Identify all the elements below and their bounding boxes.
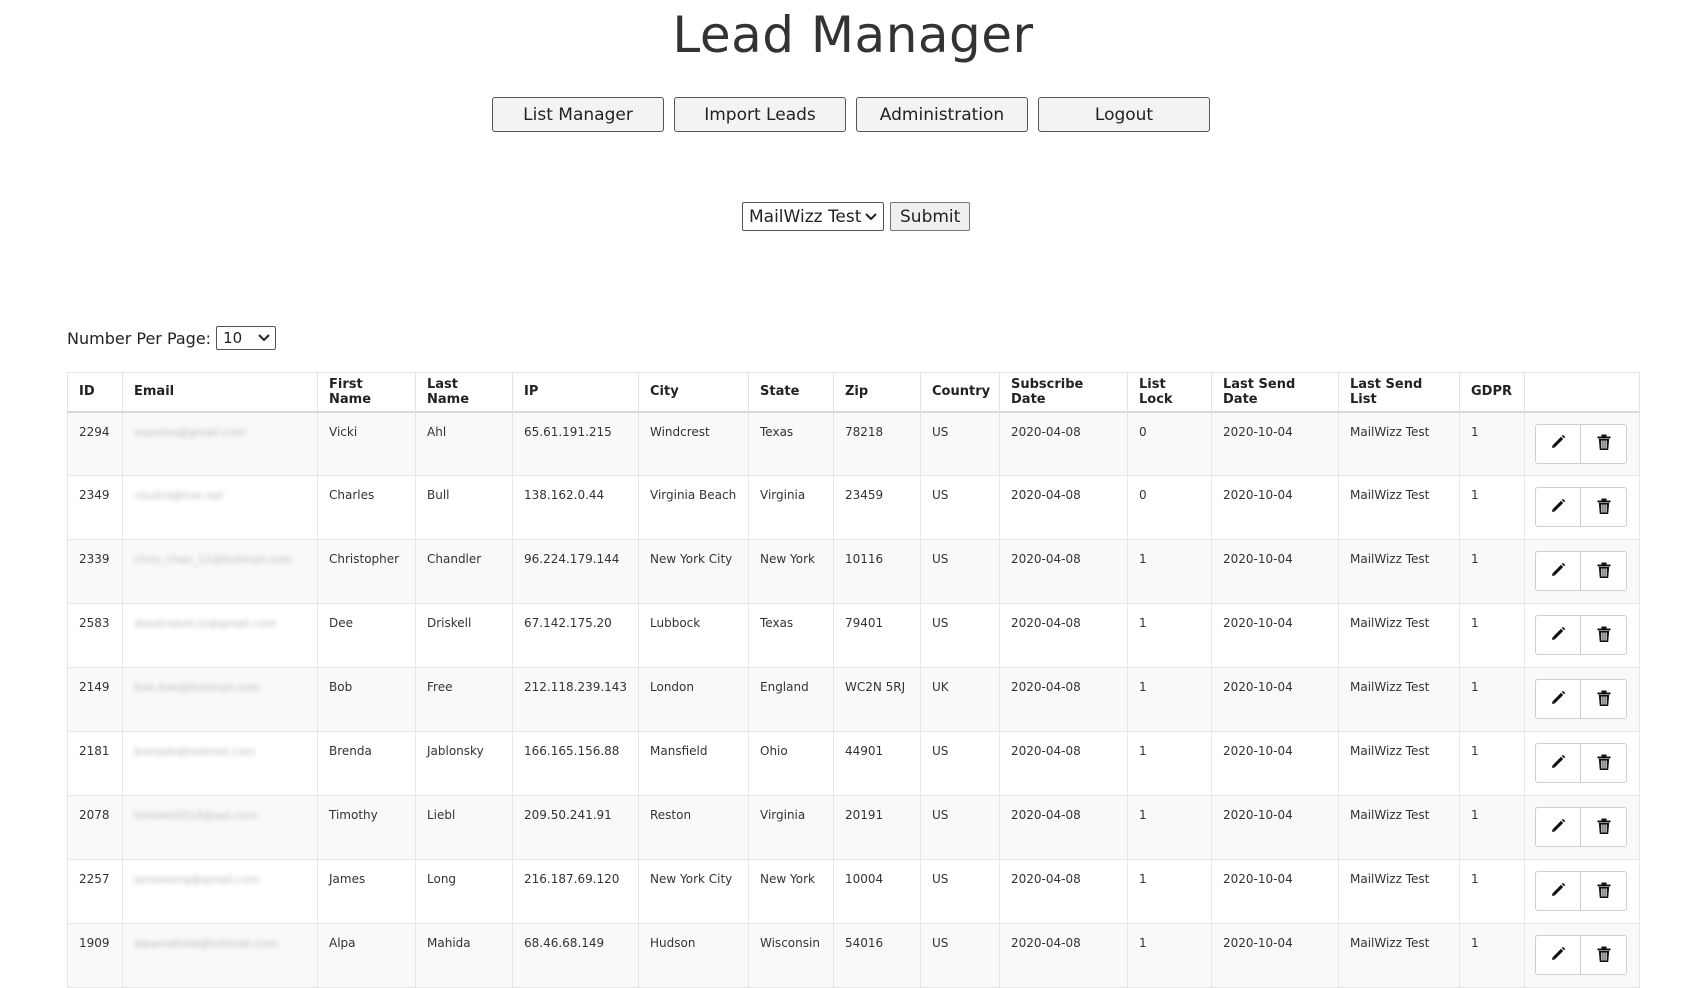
cell-state: Ohio	[749, 732, 834, 796]
cell-last-name: Long	[416, 860, 513, 924]
cell-email	[123, 412, 318, 476]
cell-first-name: Bob	[318, 668, 416, 732]
leads-table	[67, 372, 1640, 988]
row-actions	[1535, 935, 1629, 975]
table-row	[68, 540, 1640, 604]
column-header-first-name[interactable]: First Name	[318, 373, 416, 412]
cell-id: 2149	[68, 668, 123, 732]
delete-button[interactable]	[1581, 424, 1627, 464]
pencil-icon	[1549, 945, 1567, 966]
list-select[interactable]	[742, 202, 884, 231]
cell-gdpr: 1	[1460, 860, 1525, 924]
column-header-gdpr[interactable]: GDPR	[1460, 373, 1525, 412]
trash-icon	[1595, 689, 1613, 710]
cell-last-send-date: 2020-10-04	[1212, 476, 1339, 540]
cell-subscribe-date: 2020-04-08	[1000, 604, 1128, 668]
cell-actions	[1525, 604, 1640, 668]
delete-button[interactable]	[1581, 487, 1627, 527]
cell-gdpr: 1	[1460, 796, 1525, 860]
cell-actions	[1525, 860, 1640, 924]
pencil-icon	[1549, 689, 1567, 710]
cell-subscribe-date: 2020-04-08	[1000, 668, 1128, 732]
pencil-icon	[1549, 881, 1567, 902]
cell-last-send-date: 2020-10-04	[1212, 668, 1339, 732]
cell-id: 2294	[68, 412, 123, 476]
cell-ip: 209.50.241.91	[513, 796, 639, 860]
cell-country: US	[921, 732, 1000, 796]
trash-icon	[1595, 433, 1613, 454]
cell-first-name: James	[318, 860, 416, 924]
per-page-label: Number Per Page:	[67, 328, 212, 348]
cell-id: 2349	[68, 476, 123, 540]
cell-last-name: Jablonsky	[416, 732, 513, 796]
column-header-last-name[interactable]: Last Name	[416, 373, 513, 412]
table-row	[68, 796, 1640, 860]
cell-first-name: Vicki	[318, 412, 416, 476]
cell-last-name: Driskell	[416, 604, 513, 668]
cell-city: Windcrest	[639, 412, 749, 476]
column-header-email[interactable]: Email	[123, 373, 318, 412]
trash-icon	[1595, 561, 1613, 582]
delete-button[interactable]	[1581, 807, 1627, 847]
row-actions	[1535, 871, 1629, 911]
email-value: vsaxton@gmail.com	[134, 425, 247, 439]
cell-zip: 54016	[834, 924, 921, 988]
column-header-subscribe-date[interactable]: Subscribe Date	[1000, 373, 1128, 412]
cell-city: New York City	[639, 540, 749, 604]
cell-last-send-list: MailWizz Test	[1339, 540, 1460, 604]
cell-first-name: Brenda	[318, 732, 416, 796]
cell-zip: 79401	[834, 604, 921, 668]
edit-button[interactable]	[1535, 424, 1581, 464]
cell-last-send-date: 2020-10-04	[1212, 924, 1339, 988]
import-leads-button[interactable]: Import Leads	[674, 97, 846, 132]
cell-country: US	[921, 924, 1000, 988]
cell-last-send-list: MailWizz Test	[1339, 476, 1460, 540]
cell-ip: 216.187.69.120	[513, 860, 639, 924]
cell-zip: WC2N 5RJ	[834, 668, 921, 732]
cell-country: US	[921, 604, 1000, 668]
trash-icon	[1595, 497, 1613, 518]
list-manager-button[interactable]: List Manager	[492, 97, 664, 132]
cell-first-name: Timothy	[318, 796, 416, 860]
cell-state: Virginia	[749, 476, 834, 540]
cell-last-name: Liebl	[416, 796, 513, 860]
row-actions	[1535, 424, 1629, 464]
cell-subscribe-date: 2020-04-08	[1000, 412, 1128, 476]
delete-button[interactable]	[1581, 679, 1627, 719]
pencil-icon	[1549, 561, 1567, 582]
trash-icon	[1595, 881, 1613, 902]
table-body	[68, 412, 1640, 988]
cell-email	[123, 476, 318, 540]
cell-state: England	[749, 668, 834, 732]
edit-button[interactable]	[1535, 679, 1581, 719]
cell-id: 2583	[68, 604, 123, 668]
row-actions	[1535, 487, 1629, 527]
cell-last-send-list: MailWizz Test	[1339, 860, 1460, 924]
cell-id: 1909	[68, 924, 123, 988]
cell-last-send-date: 2020-10-04	[1212, 796, 1339, 860]
cell-first-name: Charles	[318, 476, 416, 540]
cell-email	[123, 796, 318, 860]
cell-actions	[1525, 796, 1640, 860]
cell-last-name: Bull	[416, 476, 513, 540]
cell-last-send-date: 2020-10-04	[1212, 540, 1339, 604]
cell-actions	[1525, 540, 1640, 604]
email-value: timliebl2019@aol.com	[134, 809, 258, 822]
cell-first-name: Alpa	[318, 924, 416, 988]
column-header-state[interactable]: State	[749, 373, 834, 412]
delete-button[interactable]	[1581, 551, 1627, 591]
cell-last-send-list: MailWizz Test	[1339, 604, 1460, 668]
cell-ip: 65.61.191.215	[513, 412, 639, 476]
pencil-icon	[1549, 817, 1567, 838]
column-header-last-send-date[interactable]: Last Send Date	[1212, 373, 1339, 412]
cell-id: 2339	[68, 540, 123, 604]
cell-zip: 44901	[834, 732, 921, 796]
chevron-down-icon	[865, 211, 877, 223]
cell-list-lock: 1	[1128, 924, 1212, 988]
administration-button[interactable]: Administration	[856, 97, 1028, 132]
cell-id: 2078	[68, 796, 123, 860]
table-row	[68, 732, 1640, 796]
cell-subscribe-date: 2020-04-08	[1000, 860, 1128, 924]
cell-ip: 138.162.0.44	[513, 476, 639, 540]
cell-state: Virginia	[749, 796, 834, 860]
list-select-value: MailWizz Test	[749, 206, 862, 227]
cell-actions	[1525, 668, 1640, 732]
cell-last-send-list: MailWizz Test	[1339, 924, 1460, 988]
cell-ip: 68.46.68.149	[513, 924, 639, 988]
row-actions	[1535, 743, 1629, 783]
table-row	[68, 668, 1640, 732]
cell-zip: 23459	[834, 476, 921, 540]
cell-subscribe-date: 2020-04-08	[1000, 796, 1128, 860]
cell-ip: 166.165.156.88	[513, 732, 639, 796]
email-value: alpamahida@hotmail.com	[134, 937, 279, 950]
cell-gdpr: 1	[1460, 540, 1525, 604]
column-header-last-send-list[interactable]: Last Send List	[1339, 373, 1460, 412]
list-selector	[742, 202, 970, 231]
cell-ip: 67.142.175.20	[513, 604, 639, 668]
column-header-zip[interactable]: Zip	[834, 373, 921, 412]
cell-gdpr: 1	[1460, 604, 1525, 668]
delete-button[interactable]	[1581, 743, 1627, 783]
per-page-select[interactable]	[216, 326, 276, 350]
cell-ip: 96.224.179.144	[513, 540, 639, 604]
submit-button[interactable]: Submit	[890, 202, 970, 231]
column-header-city[interactable]: City	[639, 373, 749, 412]
pencil-icon	[1549, 625, 1567, 646]
row-actions	[1535, 615, 1629, 655]
pencil-icon	[1549, 433, 1567, 454]
cell-actions	[1525, 412, 1640, 476]
column-header-country[interactable]: Country	[921, 373, 1000, 412]
cell-city: Reston	[639, 796, 749, 860]
cell-list-lock: 1	[1128, 668, 1212, 732]
cell-country: US	[921, 796, 1000, 860]
cell-zip: 20191	[834, 796, 921, 860]
trash-icon	[1595, 625, 1613, 646]
table-row	[68, 604, 1640, 668]
table-row	[68, 860, 1640, 924]
email-value: deedriskell.tx@gmail.com	[134, 617, 277, 630]
main-nav	[492, 97, 1210, 132]
edit-button[interactable]	[1535, 487, 1581, 527]
cell-subscribe-date: 2020-04-08	[1000, 540, 1128, 604]
cell-list-lock: 1	[1128, 732, 1212, 796]
cell-zip: 10004	[834, 860, 921, 924]
cell-last-name: Ahl	[416, 412, 513, 476]
column-header-list-lock[interactable]: List Lock	[1128, 373, 1212, 412]
cell-email	[123, 732, 318, 796]
cell-state: Wisconsin	[749, 924, 834, 988]
cell-actions	[1525, 476, 1640, 540]
page-title: Lead Manager	[672, 6, 1034, 64]
cell-city: New York City	[639, 860, 749, 924]
email-value: jameslong@gmail.com	[134, 873, 260, 886]
cell-first-name: Christopher	[318, 540, 416, 604]
cell-gdpr: 1	[1460, 476, 1525, 540]
cell-id: 2181	[68, 732, 123, 796]
trash-icon	[1595, 945, 1613, 966]
cell-ip: 212.118.239.143	[513, 668, 639, 732]
cell-subscribe-date: 2020-04-08	[1000, 476, 1128, 540]
cell-city: Hudson	[639, 924, 749, 988]
cell-last-send-list: MailWizz Test	[1339, 412, 1460, 476]
cell-country: UK	[921, 668, 1000, 732]
cell-gdpr: 1	[1460, 732, 1525, 796]
cell-state: New York	[749, 540, 834, 604]
delete-button[interactable]	[1581, 935, 1627, 975]
table-header-row	[68, 373, 1640, 412]
cell-city: Virginia Beach	[639, 476, 749, 540]
column-header-actions	[1525, 373, 1640, 412]
cell-list-lock: 1	[1128, 540, 1212, 604]
delete-button[interactable]	[1581, 871, 1627, 911]
cell-email	[123, 860, 318, 924]
edit-button[interactable]	[1535, 551, 1581, 591]
cell-country: US	[921, 540, 1000, 604]
edit-button[interactable]	[1535, 871, 1581, 911]
row-actions	[1535, 679, 1629, 719]
email-value: bob.free@hotmail.com	[134, 681, 260, 694]
chevron-down-icon	[258, 332, 270, 344]
cell-email	[123, 668, 318, 732]
cell-email	[123, 604, 318, 668]
cell-country: US	[921, 476, 1000, 540]
column-header-id[interactable]: ID	[68, 373, 123, 412]
cell-email	[123, 540, 318, 604]
cell-country: US	[921, 860, 1000, 924]
cell-zip: 78218	[834, 412, 921, 476]
cell-city: Lubbock	[639, 604, 749, 668]
cell-country: US	[921, 412, 1000, 476]
cell-last-send-date: 2020-10-04	[1212, 604, 1339, 668]
pencil-icon	[1549, 497, 1567, 518]
cell-list-lock: 0	[1128, 476, 1212, 540]
cell-subscribe-date: 2020-04-08	[1000, 732, 1128, 796]
cell-last-send-list: MailWizz Test	[1339, 796, 1460, 860]
cell-list-lock: 1	[1128, 796, 1212, 860]
cell-gdpr: 1	[1460, 668, 1525, 732]
cell-state: Texas	[749, 412, 834, 476]
edit-button[interactable]	[1535, 615, 1581, 655]
table-row	[68, 476, 1640, 540]
cell-subscribe-date: 2020-04-08	[1000, 924, 1128, 988]
email-value: cbullrd@live.net	[134, 489, 224, 502]
cell-list-lock: 1	[1128, 860, 1212, 924]
trash-icon	[1595, 817, 1613, 838]
cell-zip: 10116	[834, 540, 921, 604]
edit-button[interactable]	[1535, 807, 1581, 847]
row-actions	[1535, 551, 1629, 591]
cell-last-name: Free	[416, 668, 513, 732]
row-actions	[1535, 807, 1629, 847]
cell-list-lock: 0	[1128, 412, 1212, 476]
cell-gdpr: 1	[1460, 412, 1525, 476]
cell-first-name: Dee	[318, 604, 416, 668]
cell-last-send-date: 2020-10-04	[1212, 732, 1339, 796]
pencil-icon	[1549, 753, 1567, 774]
per-page-value: 10	[223, 329, 243, 347]
cell-list-lock: 1	[1128, 604, 1212, 668]
cell-state: Texas	[749, 604, 834, 668]
cell-last-send-list: MailWizz Test	[1339, 732, 1460, 796]
per-page-control	[67, 326, 276, 350]
email-value: chris_chan_11@hotmail.com	[134, 553, 292, 566]
cell-city: Mansfield	[639, 732, 749, 796]
cell-last-name: Chandler	[416, 540, 513, 604]
cell-last-name: Mahida	[416, 924, 513, 988]
trash-icon	[1595, 753, 1613, 774]
cell-last-send-list: MailWizz Test	[1339, 668, 1460, 732]
cell-last-send-date: 2020-10-04	[1212, 412, 1339, 476]
email-value: brenjab@hotmail.com	[134, 745, 256, 758]
edit-button[interactable]	[1535, 743, 1581, 783]
logout-button[interactable]: Logout	[1038, 97, 1210, 132]
delete-button[interactable]	[1581, 615, 1627, 655]
cell-last-send-date: 2020-10-04	[1212, 860, 1339, 924]
cell-state: New York	[749, 860, 834, 924]
cell-city: London	[639, 668, 749, 732]
column-header-ip[interactable]: IP	[513, 373, 639, 412]
cell-actions	[1525, 732, 1640, 796]
table-row	[68, 412, 1640, 476]
edit-button[interactable]	[1535, 935, 1581, 975]
cell-id: 2257	[68, 860, 123, 924]
cell-gdpr: 1	[1460, 924, 1525, 988]
